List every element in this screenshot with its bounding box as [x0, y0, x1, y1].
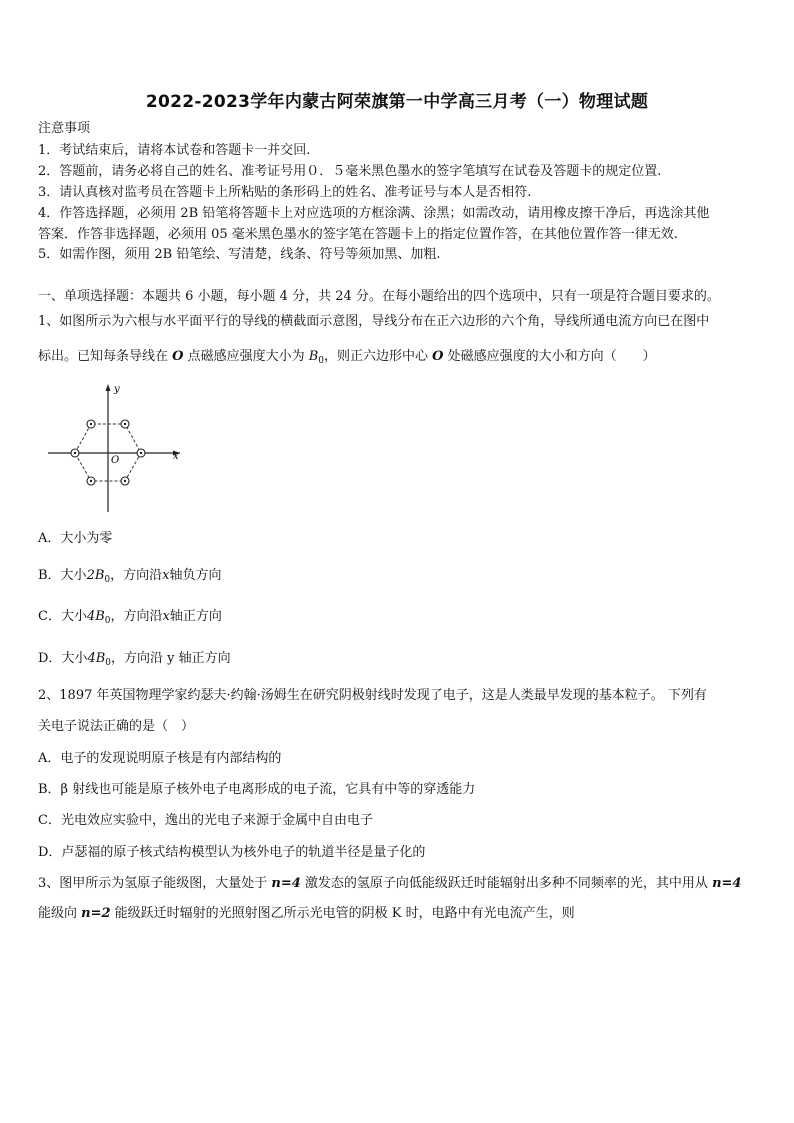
q2-option-a: A．电子的发现说明原子核是有内部结构的 — [38, 751, 282, 766]
q1-option-c-middle: ，方向沿 — [110, 609, 163, 624]
q2-stem-line2: 关电子说法正确的是（ ） — [38, 719, 195, 734]
q1-stem-text-c: ，则正六边形中心 — [324, 349, 433, 364]
b-symbol: B — [95, 609, 105, 624]
q1-option-c-coefficient: 4 — [86, 609, 96, 624]
q2-option-b: B．β 射线也可能是原子核外电子电离形成的电子流，它具有中等的穿透能力 — [38, 782, 476, 797]
b-symbol: B — [308, 349, 319, 364]
origin-label: O — [111, 455, 120, 466]
q3-text-b: 激发态的氢原子向低能级跃迁时能辐射出多种不同频率的光，其中用从 — [300, 876, 713, 891]
y-axis-arrow — [106, 384, 111, 391]
notice-item-5: 5．如需作图，须用 2B 铅笔绘、写清楚，线条、符号等须加黑、加粗. — [38, 247, 441, 262]
q1-option-c — [38, 609, 222, 629]
q1-option-a: A．大小为零 — [38, 531, 113, 546]
hexagon-wire-diagram — [44, 380, 184, 515]
x-axis-symbol: x — [162, 609, 170, 624]
notice-item-2: 2．答题前，请务必将自己的姓名、准考证号用０．５毫米黑色墨水的签字笔填写在试卷及答题卡的规定位置. — [38, 164, 662, 179]
q1-option-b — [38, 568, 222, 588]
notice-item-1: 1．考试结束后，请将本试卷和答题卡一并交回. — [38, 143, 311, 158]
b-subscript: 0 — [318, 356, 325, 366]
wire-current-out-top-right — [121, 420, 129, 428]
q3-stem-line2 — [38, 906, 575, 922]
b-symbol: B — [94, 568, 105, 583]
q1-option-b-suffix: 轴负方向 — [169, 568, 222, 583]
q1-stem-line2 — [38, 349, 656, 369]
q1-option-b-middle: ，方向沿 — [110, 568, 163, 583]
q1-option-c-prefix: C．大小 — [38, 609, 87, 624]
b-subscript: 0 — [104, 575, 111, 585]
q2-option-d: D．卢瑟福的原子核式结构模型认为核外电子的轨道半径是量子化的 — [38, 845, 426, 860]
q1-stem-line1: 1、如图所示为六根与水平面平行的导线的横截面示意图，导线分布在正六边形的六个角，导线所通电流方向已在图中 — [38, 314, 710, 329]
energy-level-n2: n=2 — [81, 906, 111, 921]
q1-option-d-prefix: D．大小 — [38, 651, 88, 666]
b-symbol: B — [95, 651, 106, 666]
point-o-label: O — [172, 349, 184, 364]
exam-title: 2022-2023学年内蒙古阿荣旗第一中学高三月考（一）物理试题 — [145, 92, 649, 112]
notice-item-3: 3．请认真核对监考员在答题卡上所粘贴的条形码上的姓名、准考证号与本人是否相符. — [38, 185, 532, 200]
q1-stem-text-a: 标出。已知每条导线在 — [38, 349, 173, 364]
q1-option-d — [38, 651, 231, 671]
energy-level-n4: n=4 — [712, 876, 742, 891]
q1-option-b-prefix: B．大小 — [38, 568, 87, 583]
q3-text-c: 能级向 — [38, 906, 82, 921]
wire-current-out-bottom-right — [121, 477, 129, 485]
q1-stem-text-b: 点磁感应强度大小为 — [183, 349, 309, 364]
center-o-label: O — [432, 349, 444, 364]
x-axis-symbol: x — [162, 568, 170, 583]
wire-current-out-top-left — [87, 420, 95, 428]
q3-text-d: 能级跃迁时辐射的光照射图乙所示光电管的阴极 K 时，电路中有光电流产生，则 — [110, 906, 575, 921]
q1-option-d-suffix: ，方向沿 y 轴正方向 — [111, 651, 231, 666]
b-subscript: 0 — [105, 658, 112, 668]
q1-option-b-coefficient: 2 — [86, 568, 95, 583]
q2-option-c: C．光电效应实验中，逸出的光电子来源于金属中自由电子 — [38, 813, 373, 828]
b-subscript: 0 — [104, 616, 111, 626]
wire-current-out-left — [71, 449, 79, 457]
notice-item-4-continued: 答案．作答非选择题，必须用 05 毫米黑色墨水的签字笔在答题卡上的指定位置作答，在其他位置作答一律无效. — [38, 227, 678, 242]
q2-stem-line1: 2、1897 年英国物理学家约瑟夫·约翰·汤姆生在研究阴极射线时发现了电子，这是人类最早发现的基本粒子。 下列有 — [38, 688, 707, 703]
notice-item-4: 4．作答选择题，必须用 2B 铅笔将答题卡上对应选项的方框涂满、涂黑；如需改动，请用橡皮擦干净后，再选涂其他 — [38, 206, 710, 221]
q1-option-c-suffix: 轴正方向 — [169, 609, 222, 624]
wire-current-out-right — [137, 449, 145, 457]
q1-option-d-coefficient: 4 — [87, 651, 96, 666]
wire-current-out-bottom-left — [87, 477, 95, 485]
energy-level-n4: n=4 — [271, 876, 301, 891]
section-heading: 一、单项选择题：本题共 6 小题，每小题 4 分，共 24 分。在每小题给出的四个选项中，只有一项是符合题目要求的。 — [38, 289, 720, 304]
notice-heading: 注意事项 — [38, 121, 91, 136]
q3-text-a: 3、图甲所示为氢原子能级图，大量处于 — [38, 876, 272, 891]
q1-stem-text-d: 处磁感应强度的大小和方向（ ） — [443, 349, 656, 364]
y-axis-label: y — [114, 384, 120, 395]
q3-stem-line1 — [38, 876, 741, 892]
x-axis-label: x — [173, 451, 179, 462]
